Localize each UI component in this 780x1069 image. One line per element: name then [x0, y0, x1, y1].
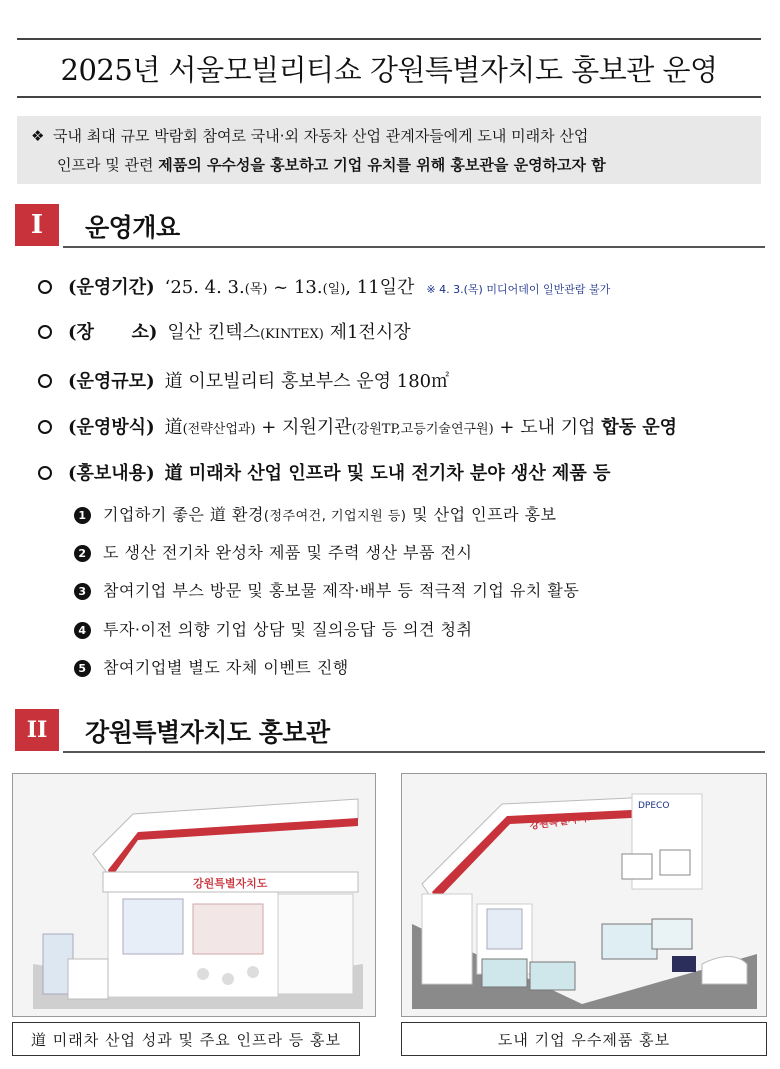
circle-bullet-icon	[38, 420, 52, 434]
intro-line-2: 인프라 및 관련 제품의 우수성을 홍보하고 기업 유치를 위해 홍보관을 운영하고자 함	[57, 156, 606, 174]
item-location: (장 소) 일산 킨텍스(KINTEX) 제1전시장	[38, 318, 411, 344]
booth-image-left	[12, 773, 376, 1017]
section-1-number: I	[15, 204, 59, 246]
svg-text:DPECO: DPECO	[638, 801, 670, 811]
number-2-icon: 2	[74, 545, 91, 562]
page-title-box	[17, 38, 761, 98]
diamond-bullet-icon: ❖	[31, 127, 45, 145]
section-2-number: II	[15, 709, 59, 751]
item-period: (운영기간) ‘25. 4. 3.(목) ~ 13.(일), 11일간 ※ 4. 3.(목) 미디어데이 일반관람 불가	[38, 273, 610, 299]
number-4-icon: 4	[74, 622, 91, 639]
number-1-icon: 1	[74, 507, 91, 524]
section-divider	[63, 246, 765, 248]
booth-render-right	[402, 774, 766, 1016]
circle-bullet-icon	[38, 374, 52, 388]
item-scale: (운영규모) 道 이모빌리티 홍보부스 운영 180㎡	[38, 367, 449, 393]
item-content: (홍보내용) 道 미래차 산업 인프라 및 도내 전기차 분야 생산 제품 등	[38, 459, 610, 485]
item-method: (운영방식) 道(전략산업과) + 지원기관(강원TP,고등기술연구원) + 도내 기업 합동 운영	[38, 413, 677, 439]
sub-item-2: 2 도 생산 전기차 완성차 제품 및 주력 생산 부품 전시	[74, 540, 472, 563]
sub-item-5: 5 참여기업별 별도 자체 이벤트 진행	[74, 655, 349, 678]
section-2-title: 강원특별자치도 홍보관	[85, 718, 330, 747]
sub-item-3: 3 참여기업 부스 방문 및 홍보물 제작·배부 등 적극적 기업 유치 활동	[74, 578, 579, 601]
circle-bullet-icon	[38, 325, 52, 339]
sub-item-4: 4 투자·이전 의향 기업 상담 및 질의응답 등 의견 청취	[74, 617, 472, 640]
media-day-note: ※ 4. 3.(목) 미디어데이 일반관람 불가	[426, 283, 611, 296]
booth-image-right	[401, 773, 767, 1017]
caption-right: 도내 기업 우수제품 홍보	[401, 1022, 767, 1056]
page-title: 2025년 서울모빌리티쇼 강원특별자치도 홍보관 운영	[60, 52, 718, 87]
circle-bullet-icon	[38, 466, 52, 480]
intro-box	[17, 116, 761, 184]
section-2-header	[15, 709, 765, 753]
booth-render-left	[13, 774, 375, 1016]
svg-text:강원특별자치도: 강원특별자치도	[193, 877, 268, 890]
circle-bullet-icon	[38, 280, 52, 294]
svg-text:강원특별자치도: 강원특별자치도	[528, 811, 598, 832]
number-5-icon: 5	[74, 660, 91, 677]
sub-item-1: 1 기업하기 좋은 道 환경(정주여건, 기업지원 등) 및 산업 인프라 홍보	[74, 502, 556, 525]
number-3-icon: 3	[74, 583, 91, 600]
section-divider	[63, 751, 765, 753]
intro-line-1: ❖ 국내 최대 규모 박람회 참여로 국내·외 자동차 산업 관계자들에게 도내 미래차 산업	[31, 122, 745, 151]
section-1-title: 운영개요	[85, 213, 180, 242]
section-1-header	[15, 204, 765, 248]
caption-left: 道 미래차 산업 성과 및 주요 인프라 등 홍보	[12, 1022, 360, 1056]
